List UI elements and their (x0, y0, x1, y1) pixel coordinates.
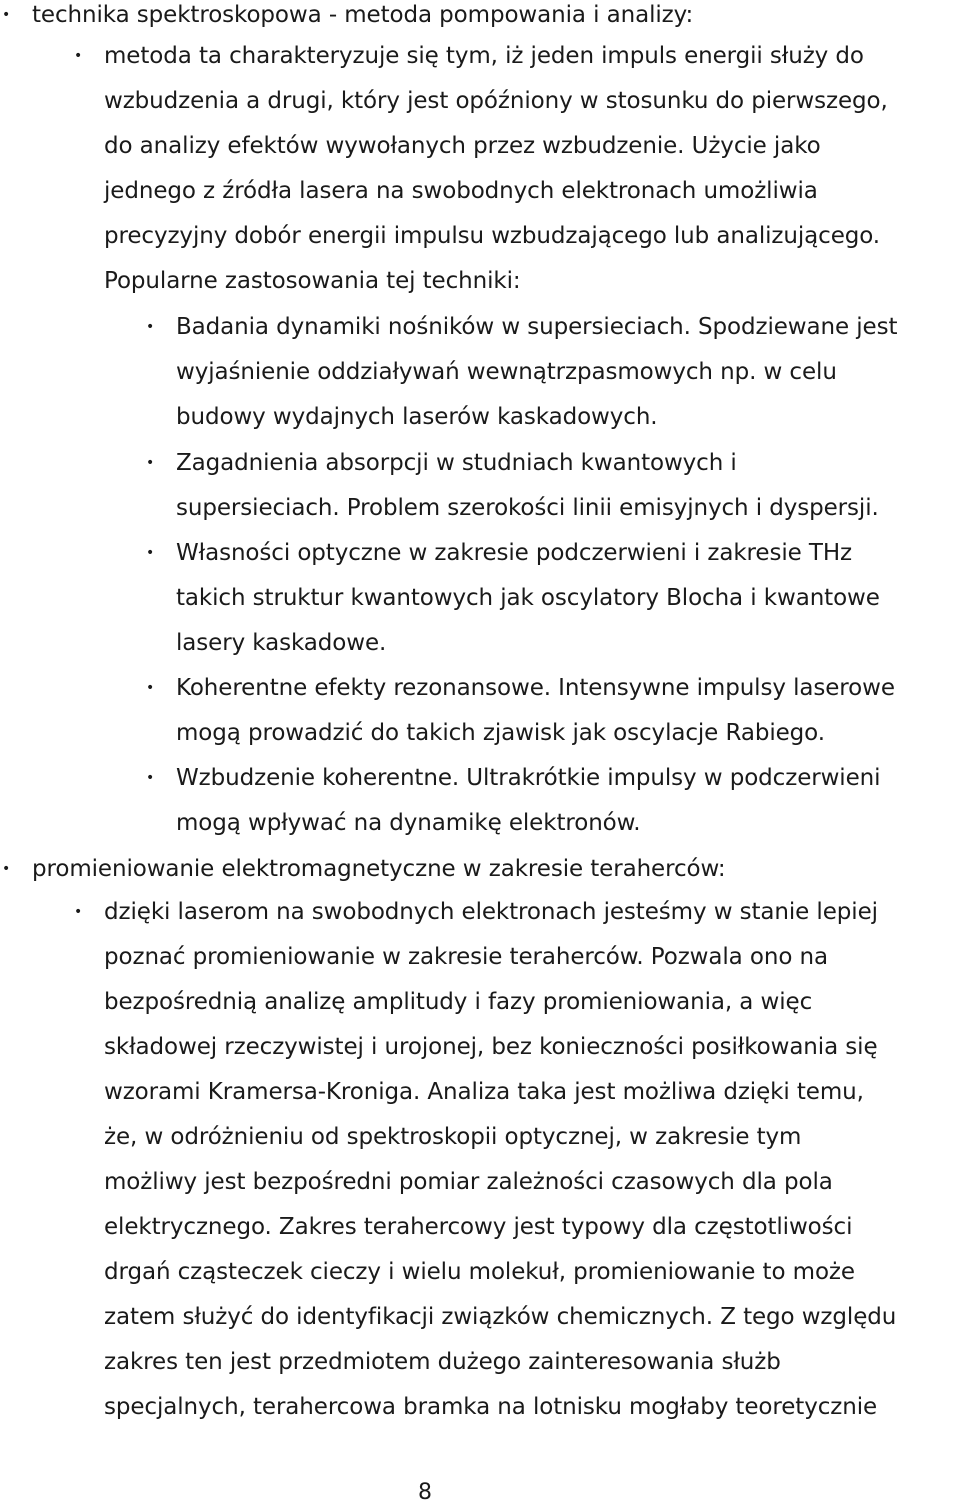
list-item-line: Koherentne efekty rezonansowe. Intensywne impulsy laserowe (176, 675, 895, 701)
paragraph-line: że, w odróżnieniu od spektroskopii optycznej, w zakresie tym (104, 1124, 802, 1150)
paragraph-line: drgań cząsteczek cieczy i wielu molekuł, promieniowanie to może (104, 1259, 855, 1285)
bullet-icon: • (146, 455, 155, 471)
bullet-icon: • (2, 861, 11, 877)
paragraph-line: wzbudzenia a drugi, który jest opóźniony w stosunku do pierwszego, (104, 88, 888, 114)
list-item-line: mogą wpływać na dynamikę elektronów. (176, 810, 641, 836)
paragraph-line: zatem służyć do identyfikacji związków chemicznych. Z tego względu (104, 1304, 897, 1330)
bullet-icon: • (2, 7, 11, 23)
paragraph-line: składowej rzeczywistej i urojonej, bez konieczności posiłkowania się (104, 1034, 878, 1060)
list-item-line: Badania dynamiki nośników w supersieciach. Spodziewane jest (176, 314, 898, 340)
list-item-line: Wzbudzenie koherentne. Ultrakrótkie impulsy w podczerwieni (176, 765, 881, 791)
list-item-line: lasery kaskadowe. (176, 630, 387, 656)
paragraph-line: zakres ten jest przedmiotem dużego zainteresowania służb (104, 1349, 781, 1375)
bullet-icon: • (146, 319, 155, 335)
paragraph-line: metoda ta charakteryzuje się tym, iż jeden impuls energii służy do (104, 43, 864, 69)
paragraph-line: elektrycznego. Zakres terahercowy jest typowy dla częstotliwości (104, 1214, 853, 1240)
paragraph-line: bezpośrednią analizę amplitudy i fazy promieniowania, a więc (104, 989, 813, 1015)
list-item-line: Własności optyczne w zakresie podczerwieni i zakresie THz (176, 540, 853, 566)
list-item-line: takich struktur kwantowych jak oscylatory Blocha i kwantowe (176, 585, 880, 611)
paragraph-line: wzorami Kramersa-Kroniga. Analiza taka jest możliwa dzięki temu, (104, 1079, 864, 1105)
bullet-icon: • (146, 770, 155, 786)
list-item-line: mogą prowadzić do takich zjawisk jak oscylacje Rabiego. (176, 720, 825, 746)
list-item-line: supersieciach. Problem szerokości linii emisyjnych i dyspersji. (176, 495, 879, 521)
paragraph-line: Popularne zastosowania tej techniki: (104, 268, 521, 294)
bullet-icon: • (146, 545, 155, 561)
paragraph-line: precyzyjny dobór energii impulsu wzbudzającego lub analizującego. (104, 223, 881, 249)
paragraph-line: jednego z źródła lasera na swobodnych elektronach umożliwia (104, 178, 818, 204)
list-item-line: budowy wydajnych laserów kaskadowych. (176, 404, 658, 430)
bullet-icon: • (74, 904, 83, 920)
bullet-icon: • (74, 48, 83, 64)
section-heading: promieniowanie elektromagnetyczne w zakresie teraherców: (32, 856, 726, 882)
paragraph-line: poznać promieniowanie w zakresie teraherców. Pozwala ono na (104, 944, 828, 970)
paragraph-line: specjalnych, terahercowa bramka na lotnisku mogłaby teoretycznie (104, 1394, 878, 1420)
paragraph-line: dzięki laserom na swobodnych elektronach jesteśmy w stanie lepiej (104, 899, 878, 925)
section-heading: technika spektroskopowa - metoda pompowania i analizy: (32, 2, 694, 28)
list-item-line: wyjaśnienie oddziaływań wewnątrzpasmowych np. w celu (176, 359, 837, 385)
list-item-line: Zagadnienia absorpcji w studniach kwantowych i (176, 450, 737, 476)
page-number: 8 (418, 1480, 432, 1505)
paragraph-line: możliwy jest bezpośredni pomiar zależności czasowych dla pola (104, 1169, 833, 1195)
paragraph-line: do analizy efektów wywołanych przez wzbudzenie. Użycie jako (104, 133, 821, 159)
bullet-icon: • (146, 680, 155, 696)
